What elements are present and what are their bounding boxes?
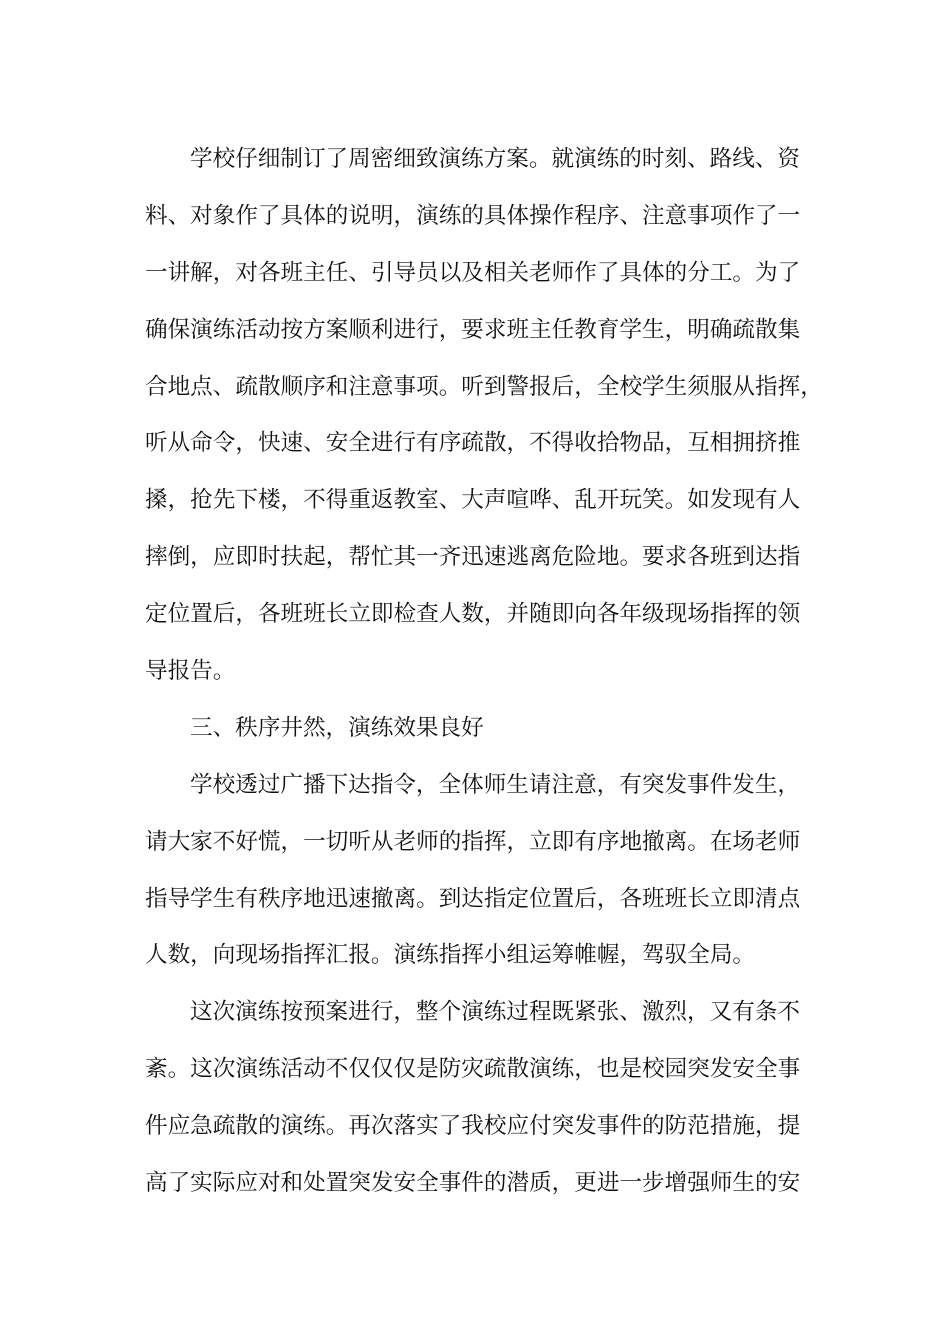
text-line: 指导学生有秩序地迅速撤离。到达指定位置后，各班班长立即清点 [145,885,801,912]
text-line: 导报告。 [145,658,236,685]
text-line: 听从命令，快速、安全进行有序疏散，不得收拾物品，互相拥挤推 [145,430,801,457]
text-line: 搡，抢先下楼，不得重返教室、大声喧哗、乱开玩笑。如发现有人 [145,487,801,514]
text-line: 确保演练活动按方案顺利进行，要求班主任教育学生，明确疏散集 [145,316,801,343]
section-heading: 三、秩序井然，演练效果良好 [190,714,484,741]
text-line: 学校仔细制订了周密细致演练方案。就演练的时刻、路线、资 [190,146,801,172]
text-line: 摔倒，应即时扶起，帮忙其一齐迅速逃离危险地。要求各班到达指 [145,544,801,571]
text-line: 学校透过广播下达指令，全体师生请注意，有突发事件发生， [190,771,801,798]
text-line: 件应急疏散的演练。再次落实了我校应付突发事件的防范措施，提 [145,1113,801,1140]
text-line: 合地点、疏散顺序和注意事项。听到警报后，全校学生须服从指挥， [145,373,823,400]
text-line: 紊。这次演练活动不仅仅仅是防灾疏散演练，也是校园突发安全事 [145,1056,801,1083]
text-line: 请大家不好慌，一切听从老师的指挥，立即有序地撤离。在场老师 [145,828,801,855]
text-line: 这次演练按预案进行，整个演练过程既紧张、激烈，又有条不 [190,999,801,1026]
text-line: 定位置后，各班班长立即检查人数，并随即向各年级现场指挥的领 [145,601,801,628]
document-body [145,131,825,1212]
text-line: 一讲解，对各班主任、引导员以及相关老师作了具体的分工。为了 [145,259,801,286]
text-line: 高了实际应对和处置突发安全事件的潜质，更进一步增强师生的安 [145,1170,801,1197]
text-line: 人数，向现场指挥汇报。演练指挥小组运筹帷幄，驾驭全局。 [145,942,756,969]
text-line: 料、对象作了具体的说明，演练的具体操作程序、注意事项作了一 [145,202,801,229]
